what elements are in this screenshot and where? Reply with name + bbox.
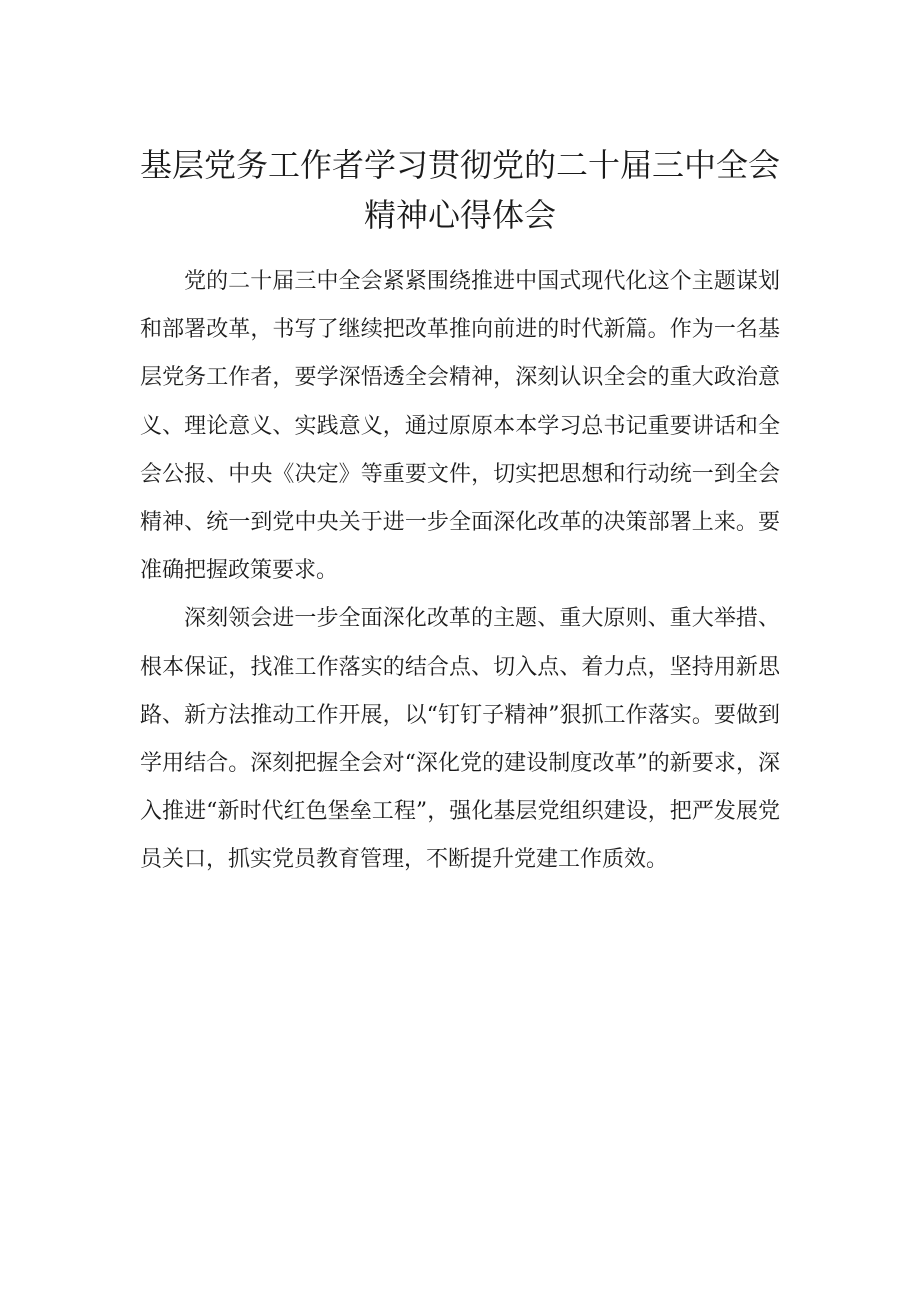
document-title <box>140 140 780 240</box>
document-body <box>140 258 780 885</box>
paragraph-1: 党的二十届三中全会紧紧围绕推进中国式现代化这个主题谋划和部署改革，书写了继续把改革推向前进的时代新篇。作为一名基层党务工作者，要学深悟透全会精神，深刻认识全会的重大政治意义、理论意义、实践意义，通过原原本本学习总书记重要讲话和全会公报、中央《决定》等重要文件，切实把思想和行动统一到全会精神、统一到党中央关于进一步全面深化改革的决策部署上来。要准确把握政策要求。 <box>140 269 780 584</box>
title-line-2: 精神心得体会 <box>363 196 556 234</box>
paragraph-2: 深刻领会进一步全面深化改革的主题、重大原则、重大举措、根本保证，找准工作落实的结合点、切入点、着力点，坚持用新思路、新方法推动工作开展，以“钉钉子精神”狠抓工作落实。要做到学用结合。深刻把握全会对“深化党的建设制度改革”的新要求，深入推进“新时代红色堡垒工程”，强化基层党组织建设，把严发展党员关口，抓实党员教育管理，不断提升党建工作质效。 <box>140 606 780 873</box>
title-line-1: 基层党务工作者学习贯彻党的二十届三中全会 <box>140 146 781 184</box>
